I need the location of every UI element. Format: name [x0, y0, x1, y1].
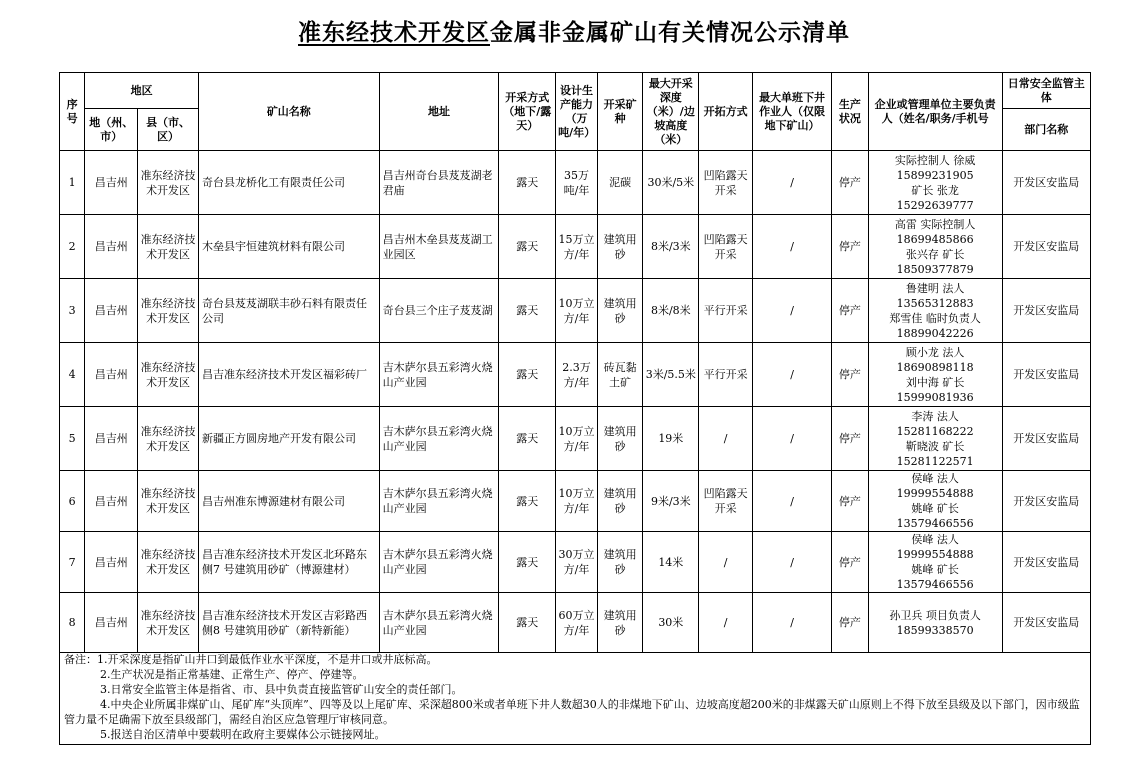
table-row: [60, 593, 1091, 653]
responsible-line: 姚峰 矿长: [911, 502, 959, 515]
header-capacity: 设计生产能力（万吨/年）: [556, 73, 598, 151]
row-responsible: [868, 151, 1002, 215]
row-department: 开发区安监局: [1002, 593, 1090, 653]
row-capacity: 10万立方/年: [556, 471, 598, 532]
table-row: [60, 215, 1091, 279]
row-mining-method: 露天: [499, 532, 556, 593]
row-seq: 1: [60, 151, 85, 215]
remark-prefix: 备注：: [64, 653, 97, 666]
responsible-line: 18690898118: [896, 360, 974, 374]
row-seq: 8: [60, 593, 85, 653]
remarks: [59, 649, 1091, 745]
responsible-line: 15281122571: [896, 454, 974, 468]
responsible-line: 15999081936: [896, 390, 974, 404]
row-max-shift: /: [753, 407, 832, 471]
row-prefecture: 昌吉州: [85, 151, 138, 215]
row-responsible: [868, 471, 1002, 532]
page-title-region: 准东经技术开发区: [298, 20, 490, 46]
row-county: 准东经济技术开发区: [138, 151, 199, 215]
row-department: 开发区安监局: [1002, 279, 1090, 343]
row-mining-method: 露天: [499, 407, 556, 471]
row-mineral: 建筑用砂: [597, 471, 643, 532]
row-mine-name: 奇台县龙桥化工有限责任公司: [199, 151, 380, 215]
responsible-line: 15281168222: [896, 424, 974, 438]
row-max-depth: 8米/3米: [643, 215, 699, 279]
row-address: 吉木萨尔县五彩湾火烧山产业园: [379, 593, 499, 653]
row-mineral: 建筑用砂: [597, 279, 643, 343]
row-county: 准东经济技术开发区: [138, 593, 199, 653]
row-seq: 4: [60, 343, 85, 407]
page-title-main: 金属非金属矿山有关情况公示清单: [490, 20, 850, 46]
mine-rows: [60, 151, 1091, 653]
header-mineral: 开采矿种: [597, 73, 643, 151]
remark-item-3: 3.日常安全监管主体是指省、市、县中负责直接监管矿山安全的责任部门。: [100, 683, 463, 696]
row-mine-name: 昌吉准东经济技术开发区北环路东侧7 号建筑用砂矿（博源建材）: [199, 532, 380, 593]
responsible-line: 15899231905: [896, 168, 974, 182]
responsible-line: 高雷 实际控制人: [894, 217, 976, 231]
row-prefecture: 昌吉州: [85, 532, 138, 593]
row-prefecture: 昌吉州: [85, 279, 138, 343]
header-department: 部门名称: [1002, 109, 1090, 151]
row-address: 奇台县三个庄子芨芨湖: [379, 279, 499, 343]
row-max-depth: 30米: [643, 593, 699, 653]
row-max-depth: 19米: [643, 407, 699, 471]
row-capacity: 10万立方/年: [556, 279, 598, 343]
responsible-line: 鲁建明 法人: [905, 281, 965, 295]
row-mine-name: 昌吉准东经济技术开发区吉彩路西侧8 号建筑用砂矿（新特新能）: [199, 593, 380, 653]
responsible-line: 侯峰 法人: [911, 472, 959, 485]
header-address: 地址: [379, 73, 499, 151]
row-status: 停产: [832, 151, 869, 215]
row-status: 停产: [832, 471, 869, 532]
row-responsible: [868, 215, 1002, 279]
row-prefecture: 昌吉州: [85, 407, 138, 471]
row-max-shift: /: [753, 471, 832, 532]
row-max-depth: 9米/3米: [643, 471, 699, 532]
row-development: 平行开采: [699, 279, 753, 343]
row-max-depth: 30米/5米: [643, 151, 699, 215]
row-prefecture: 昌吉州: [85, 593, 138, 653]
row-mining-method: 露天: [499, 151, 556, 215]
row-county: 准东经济技术开发区: [138, 407, 199, 471]
remark-item-2: 2.生产状况是指正常基建、正常生产、停产、停建等。: [100, 668, 364, 681]
row-address: 吉木萨尔县五彩湾火烧山产业园: [379, 407, 499, 471]
row-status: 停产: [832, 279, 869, 343]
row-status: 停产: [832, 343, 869, 407]
page-title: [0, 14, 1148, 47]
header-supervision: 日常安全监管主体: [1002, 73, 1090, 109]
row-address: 昌吉州木垒县芨芨湖工业园区: [379, 215, 499, 279]
responsible-line: 18699485866: [896, 232, 974, 246]
row-seq: 7: [60, 532, 85, 593]
row-responsible: [868, 279, 1002, 343]
row-max-shift: /: [753, 532, 832, 593]
row-max-depth: 8米/8米: [643, 279, 699, 343]
row-capacity: 2.3万方/年: [556, 343, 598, 407]
row-development: 平行开采: [699, 343, 753, 407]
row-address: 吉木萨尔县五彩湾火烧山产业园: [379, 471, 499, 532]
row-address: 吉木萨尔县五彩湾火烧山产业园: [379, 532, 499, 593]
header-max-shift: 最大单班下井作业人（仅限地下矿山）: [753, 73, 832, 151]
responsible-line: 19999554888: [896, 487, 974, 500]
responsible-line: 郑雪佳 临时负责人: [889, 311, 981, 325]
table-row: [60, 471, 1091, 532]
row-county: 准东经济技术开发区: [138, 471, 199, 532]
row-status: 停产: [832, 532, 869, 593]
row-mining-method: 露天: [499, 471, 556, 532]
row-county: 准东经济技术开发区: [138, 532, 199, 593]
row-seq: 3: [60, 279, 85, 343]
responsible-line: 张兴存 矿长: [905, 247, 965, 261]
header-prefecture: 地（州、市）: [85, 109, 138, 151]
responsible-line: 13579466556: [896, 578, 974, 591]
responsible-line: 18599338570: [896, 623, 974, 637]
responsible-line: 13565312883: [896, 296, 974, 310]
row-prefecture: 昌吉州: [85, 343, 138, 407]
row-development: 凹陷露天开采: [699, 215, 753, 279]
table-row: [60, 407, 1091, 471]
row-mine-name: 木垒县宇恒建筑材料有限公司: [199, 215, 380, 279]
row-max-shift: /: [753, 279, 832, 343]
header-mining-method: 开采方式（地下/露天）: [499, 73, 556, 151]
row-status: 停产: [832, 593, 869, 653]
responsible-line: 19999554888: [896, 548, 974, 561]
row-max-shift: /: [753, 151, 832, 215]
header-max-depth: 最大开采深度（米）/边坡高度（米）: [643, 73, 699, 151]
row-prefecture: 昌吉州: [85, 471, 138, 532]
responsible-line: 姚峰 矿长: [911, 563, 959, 576]
table-row: [60, 343, 1091, 407]
remark-item-5: 5.报送自治区清单中要载明在政府主要媒体公示链接网址。: [100, 728, 386, 741]
table-row: [60, 279, 1091, 343]
row-mineral: 建筑用砂: [597, 215, 643, 279]
row-max-depth: 3米/5.5米: [643, 343, 699, 407]
row-development: 凹陷露天开采: [699, 471, 753, 532]
remark-item-1: 1.开采深度是指矿山井口到最低作业水平深度，不是井口或井底标高。: [97, 653, 438, 666]
row-mineral: 建筑用砂: [597, 407, 643, 471]
responsible-line: 侯峰 法人: [911, 533, 959, 546]
row-mining-method: 露天: [499, 593, 556, 653]
row-department: 开发区安监局: [1002, 532, 1090, 593]
row-max-shift: /: [753, 215, 832, 279]
mine-list-table: [59, 72, 1091, 653]
row-development: 凹陷露天开采: [699, 151, 753, 215]
header-status: 生产状况: [832, 73, 869, 151]
row-capacity: 60万立方/年: [556, 593, 598, 653]
row-mining-method: 露天: [499, 343, 556, 407]
row-seq: 2: [60, 215, 85, 279]
row-capacity: 15万立方/年: [556, 215, 598, 279]
row-responsible: [868, 343, 1002, 407]
row-mine-name: 新疆正方圆房地产开发有限公司: [199, 407, 380, 471]
row-department: 开发区安监局: [1002, 471, 1090, 532]
header-mine-name: 矿山名称: [199, 73, 380, 151]
responsible-line: 矿长 张龙: [911, 183, 959, 197]
row-max-shift: /: [753, 593, 832, 653]
row-capacity: 35万吨/年: [556, 151, 598, 215]
responsible-line: 13579466556: [896, 517, 974, 530]
row-development: /: [699, 532, 753, 593]
row-status: 停产: [832, 215, 869, 279]
remark-line-1: [64, 652, 1084, 667]
header-county: 县（市、区）: [138, 109, 199, 151]
row-county: 准东经济技术开发区: [138, 343, 199, 407]
row-mine-name: 昌吉准东经济技术开发区福彩砖厂: [199, 343, 380, 407]
row-county: 准东经济技术开发区: [138, 279, 199, 343]
row-address: 吉木萨尔县五彩湾火烧山产业园: [379, 343, 499, 407]
responsible-line: 顾小龙 法人: [905, 345, 965, 359]
row-mineral: 建筑用砂: [597, 532, 643, 593]
row-max-depth: 14米: [643, 532, 699, 593]
responsible-line: 18509377879: [896, 262, 974, 276]
table-row: [60, 532, 1091, 593]
responsible-line: 实际控制人 徐威: [894, 153, 976, 167]
row-responsible: [868, 407, 1002, 471]
row-county: 准东经济技术开发区: [138, 215, 199, 279]
row-max-shift: /: [753, 343, 832, 407]
header-seq: 序号: [60, 73, 85, 151]
row-mine-name: 奇台县芨芨湖联丰砂石料有限责任公司: [199, 279, 380, 343]
responsible-line: 15292639777: [896, 198, 974, 212]
responsible-line: 孙卫兵 项目负责人: [889, 608, 981, 622]
row-capacity: 30万立方/年: [556, 532, 598, 593]
row-mine-name: 昌吉州准东博源建材有限公司: [199, 471, 380, 532]
row-mining-method: 露天: [499, 279, 556, 343]
row-prefecture: 昌吉州: [85, 215, 138, 279]
responsible-line: 李涛 法人: [911, 409, 959, 423]
header-region: 地区: [85, 73, 199, 109]
row-capacity: 10万立方/年: [556, 407, 598, 471]
responsible-line: 18899042226: [896, 326, 974, 340]
row-address: 昌吉州奇台县芨芨湖老君庙: [379, 151, 499, 215]
row-seq: 6: [60, 471, 85, 532]
remark-item-4: 4.中央企业所属非煤矿山、尾矿库“头顶库”、四等及以上尾矿库、采深超800米或者单班下井人数超30人的非煤地下矿山、边坡高度超200米的非煤露天矿山原则上不得下放至县级及以下部门，因市级监管力量不足确需下放至县级部门，需经自治区应急管理厅审核同意。: [64, 698, 1080, 726]
row-seq: 5: [60, 407, 85, 471]
row-department: 开发区安监局: [1002, 343, 1090, 407]
header-responsible: 企业或管理单位主要负责人（姓名/职务/手机号: [868, 73, 1002, 151]
row-department: 开发区安监局: [1002, 151, 1090, 215]
row-development: /: [699, 593, 753, 653]
row-mineral: 建筑用砂: [597, 593, 643, 653]
row-status: 停产: [832, 407, 869, 471]
row-responsible: [868, 532, 1002, 593]
row-mineral: 泥碳: [597, 151, 643, 215]
row-mining-method: 露天: [499, 215, 556, 279]
row-department: 开发区安监局: [1002, 407, 1090, 471]
row-mineral: 砖瓦黏土矿: [597, 343, 643, 407]
row-department: 开发区安监局: [1002, 215, 1090, 279]
table-row: [60, 151, 1091, 215]
responsible-line: 靳晓波 矿长: [905, 439, 965, 453]
header-development: 开拓方式: [699, 73, 753, 151]
responsible-line: 刘中海 矿长: [905, 375, 965, 389]
row-responsible: [868, 593, 1002, 653]
row-development: /: [699, 407, 753, 471]
